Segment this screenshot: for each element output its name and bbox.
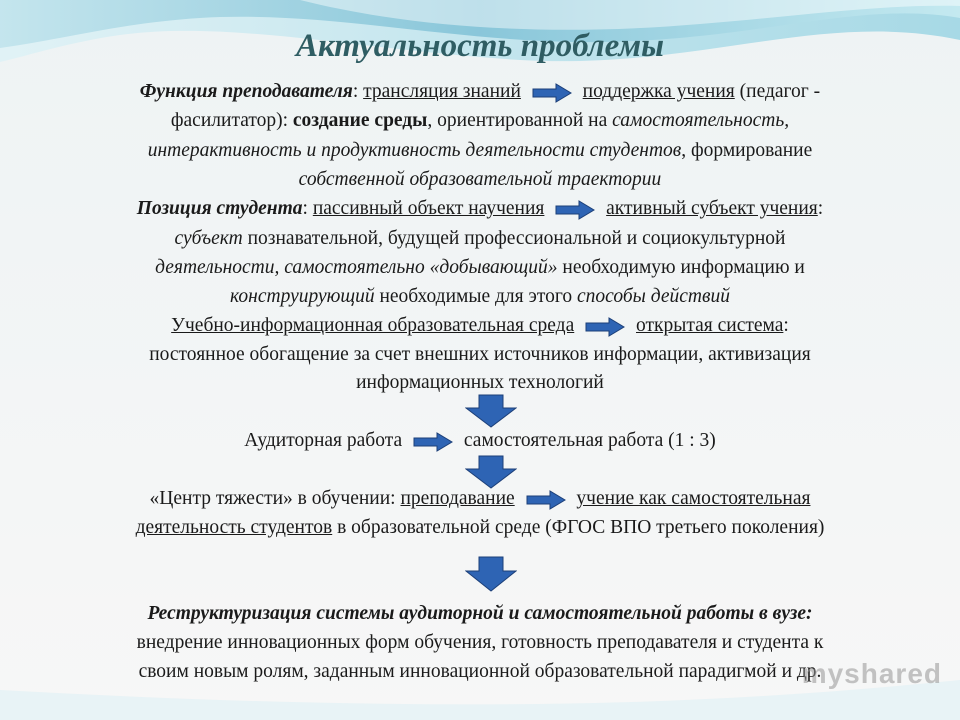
right-arrow-icon bbox=[526, 490, 566, 510]
teacher-l4: собственной образовательной траектории bbox=[298, 169, 662, 190]
student-line-3 bbox=[0, 254, 960, 282]
teacher-to: поддержка учения bbox=[582, 81, 735, 102]
student-colon: : bbox=[302, 198, 313, 219]
work-line bbox=[0, 427, 960, 455]
student-line-1 bbox=[0, 195, 960, 223]
environment-tail: : bbox=[783, 315, 789, 336]
teacher-tail: (педагог - bbox=[734, 81, 821, 102]
gravity-line-1 bbox=[0, 485, 960, 513]
teacher-colon: : bbox=[352, 81, 364, 102]
student-l3b: необходимую информацию и bbox=[557, 257, 805, 278]
student-line-4 bbox=[0, 283, 960, 311]
teacher-label: Функция преподавателя bbox=[139, 81, 353, 102]
teacher-from: трансляция знаний bbox=[363, 81, 521, 102]
teacher-line-4 bbox=[0, 166, 960, 194]
student-l3a: деятельности, самостоятельно «добывающий» bbox=[155, 257, 558, 278]
page-title: Актуальность проблемы bbox=[295, 28, 665, 64]
gravity-prefix: «Центр тяжести» в обучении: bbox=[149, 488, 401, 509]
teacher-l2d: самостоятельность, bbox=[612, 110, 790, 131]
teacher-line-2 bbox=[0, 107, 960, 135]
gravity-l2b: в образовательной среде (ФГОС ВПО третьего поколения) bbox=[332, 517, 825, 538]
restructuring-line-3: своим новым ролям, заданным инновационной образовательной парадигмой и др. bbox=[138, 661, 822, 682]
environment-line-1 bbox=[0, 312, 960, 340]
environment-to: открытая система bbox=[636, 315, 784, 336]
student-to: активный субъект учения bbox=[606, 198, 818, 219]
right-arrow-icon bbox=[585, 317, 625, 337]
down-arrow-icon bbox=[465, 556, 517, 592]
right-arrow-icon bbox=[555, 200, 595, 220]
gravity-l2a: деятельность студентов bbox=[135, 517, 333, 538]
environment-from: Учебно-информационная образовательная среда bbox=[171, 315, 575, 336]
right-arrow-icon bbox=[413, 432, 453, 452]
teacher-l2b: создание среды bbox=[292, 110, 428, 131]
gravity-to: учение как самостоятельная bbox=[576, 488, 811, 509]
student-l4b: необходимые для этого bbox=[374, 286, 578, 307]
right-arrow-icon bbox=[532, 83, 572, 103]
work-from: Аудиторная работа bbox=[244, 430, 403, 451]
student-tail: : bbox=[817, 198, 824, 219]
environment-line-3: информационных технологий bbox=[356, 372, 604, 393]
environment-line-2: постоянное обогащение за счет внешних источников информации, активизация bbox=[149, 344, 811, 365]
teacher-l2a: фасилитатор): bbox=[170, 110, 293, 131]
student-l2b: познавательной, будущей профессиональной и социокультурной bbox=[242, 228, 786, 249]
work-to: самостоятельная работа (1 : 3) bbox=[463, 430, 716, 451]
watermark-logo: myshared bbox=[801, 658, 942, 689]
student-line-2 bbox=[0, 225, 960, 253]
gravity-from: преподавание bbox=[400, 488, 515, 509]
gravity-line-2 bbox=[0, 514, 960, 542]
student-l2a: субъект bbox=[174, 228, 243, 249]
teacher-line-1 bbox=[0, 78, 960, 106]
restructuring-heading: Реструктуризация системы аудиторной и самостоятельной работы в вузе: bbox=[147, 603, 813, 624]
down-arrow-icon bbox=[465, 455, 517, 489]
teacher-l2c: , ориентированной на bbox=[427, 110, 613, 131]
student-label: Позиция студента bbox=[136, 198, 303, 219]
student-l4c: способы действий bbox=[577, 286, 730, 307]
teacher-l3b: , формирование bbox=[681, 140, 813, 161]
teacher-l3a: интерактивность и продуктивность деятельности студентов bbox=[147, 140, 682, 161]
teacher-line-3 bbox=[0, 137, 960, 165]
student-l4a: конструирующий bbox=[230, 286, 375, 307]
restructuring-line-2: внедрение инновационных форм обучения, готовность преподавателя и студента к bbox=[136, 632, 824, 653]
student-from: пассивный объект научения bbox=[312, 198, 545, 219]
down-arrow-icon bbox=[465, 394, 517, 428]
